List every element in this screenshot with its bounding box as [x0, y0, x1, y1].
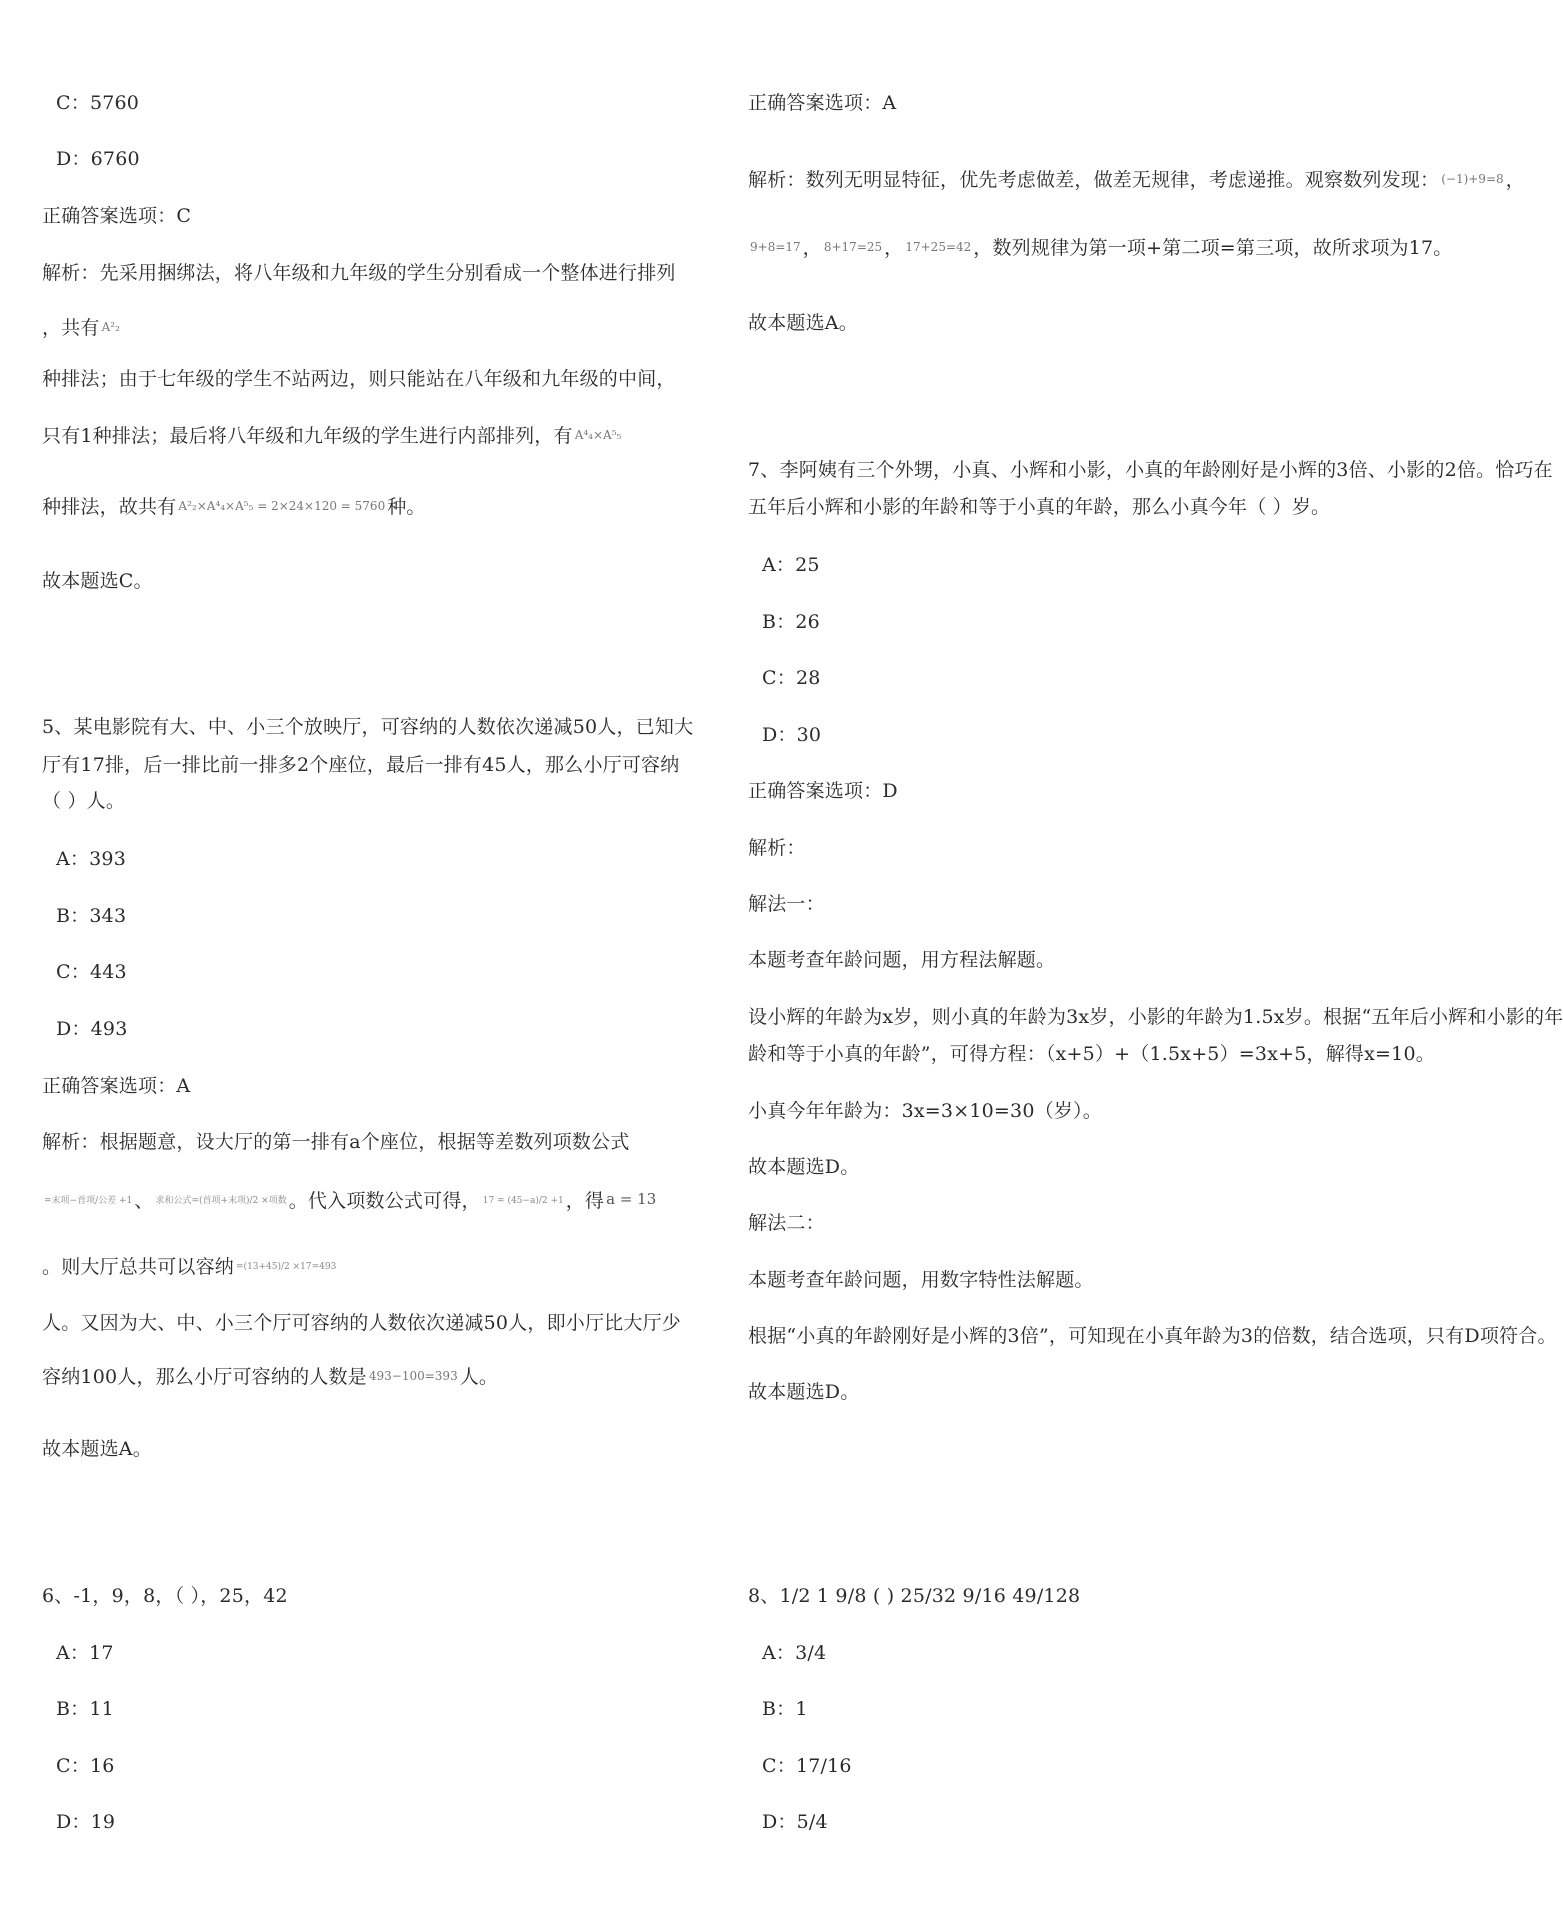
q5-formula-capacity: =(13+45)/2 ×17=493: [236, 1262, 337, 1272]
q4-analysis-line-1: 解析：先采用捆绑法，将八年级和九年级的学生分别看成一个整体进行排列: [42, 262, 676, 284]
q8-stem: 8、1/2 1 9/8 ( ) 25/32 9/16 49/128: [748, 1585, 1081, 1607]
q4-answer: 正确答案选项：C: [42, 205, 192, 227]
q5-analysis-line-1: 解析：根据题意，设大厅的第一排有a个座位，根据等差数列项数公式: [42, 1131, 630, 1153]
q7-method-1-conclusion: 故本题选D。: [748, 1156, 860, 1178]
q5-formula-sum: 求和公式=(首项+末项)/2 ×项数: [155, 1196, 287, 1206]
q5-formula-term-count: =末项−首项/公差 +1: [44, 1196, 133, 1206]
q8-option-a: A：3/4: [762, 1642, 827, 1664]
q7-method-2-line-1: 本题考查年龄问题，用数字特性法解题。: [748, 1269, 1094, 1291]
q5-stem-line-2: 厅有17排，后一排比前一排多2个座位，最后一排有45人，那么小厅可容纳: [42, 754, 680, 776]
q7-stem-line-1: 7、李阿姨有三个外甥，小真、小辉和小影，小真的年龄刚好是小辉的3倍、小影的2倍。恰巧在: [748, 459, 1553, 481]
q5-analysis-line-2: [42, 1186, 658, 1214]
q5-formula-a-value: a = 13: [606, 1190, 657, 1208]
q5-option-d: D：493: [56, 1018, 128, 1040]
q4-formula-a22: A²₂: [101, 320, 120, 334]
q6-option-d: D：19: [56, 1811, 116, 1833]
q6-analysis-text: ，: [802, 237, 822, 259]
q5-analysis-text: 、: [134, 1190, 154, 1212]
q4-analysis-line-4: [42, 422, 623, 449]
q4-conclusion: 故本题选C。: [42, 570, 153, 592]
q8-option-c: C：17/16: [762, 1755, 852, 1777]
q7-option-b: B：26: [762, 611, 820, 633]
q7-option-d: D：30: [762, 724, 822, 746]
q5-option-a: A：393: [56, 848, 126, 870]
q7-analysis-label: 解析：: [748, 837, 806, 859]
q5-formula-equation: 17 = (45−a)/2 +1: [482, 1196, 564, 1206]
q6-analysis-text: ，: [1505, 169, 1525, 191]
q7-method-1-line-2: 设小辉的年龄为x岁，则小真的年龄为3x岁，小影的年龄为1.5x岁。根据“五年后小辉和小影的年: [748, 1006, 1563, 1028]
q7-method-1-label: 解法一：: [748, 893, 825, 915]
q4-analysis-text: 种。: [387, 496, 426, 518]
q4-analysis-line-2: [42, 314, 122, 341]
q8-option-d: D：5/4: [762, 1811, 828, 1833]
q6-analysis-text: 解析：数列无明显特征，优先考虑做差，做差无规律，考虑递推。观察数列发现：: [748, 169, 1440, 191]
q4-analysis-text: 只有1种排法；最后将八年级和九年级的学生进行内部排列，有: [42, 425, 573, 447]
q4-formula-total: A²₂×A⁴₄×A⁵₅ = 2×24×120 = 5760: [178, 499, 386, 513]
q6-formula-step-3: 8+17=25: [823, 240, 883, 254]
q5-conclusion: 故本题选A。: [42, 1438, 152, 1460]
q7-method-2-conclusion: 故本题选D。: [748, 1381, 860, 1403]
q6-conclusion: 故本题选A。: [748, 312, 858, 334]
q5-option-b: B：343: [56, 905, 127, 927]
q4-analysis-line-3: 种排法；由于七年级的学生不站两边，则只能站在八年级和九年级的中间，: [42, 368, 676, 390]
q5-analysis-line-4: 人。又因为大、中、小三个厅可容纳的人数依次递减50人，即小厅比大厅少: [42, 1312, 681, 1334]
q5-analysis-text: 。则大厅总共可以容纳: [42, 1256, 235, 1278]
q6-answer: 正确答案选项：A: [748, 92, 897, 114]
q6-analysis-text: ，数列规律为第一项+第二项=第三项，故所求项为17。: [973, 237, 1453, 259]
q7-method-1-line-1: 本题考查年龄问题，用方程法解题。: [748, 949, 1056, 971]
q5-analysis-text: ，得: [565, 1190, 605, 1212]
q6-analysis-line-2: [748, 234, 1453, 261]
q8-option-b: B：1: [762, 1698, 808, 1720]
q6-analysis-text: ，: [884, 237, 904, 259]
q7-answer: 正确答案选项：D: [748, 780, 898, 802]
q7-method-2-line-2: 根据“小真的年龄刚好是小辉的3倍”，可知现在小真年龄为3的倍数，结合选项，只有D项符合。: [748, 1325, 1557, 1347]
q7-stem-line-2: 五年后小辉和小影的年龄和等于小真的年龄，那么小真今年（ ）岁。: [748, 496, 1331, 518]
q5-analysis-text: 。代入项数公式可得，: [288, 1190, 481, 1212]
q6-option-c: C：16: [56, 1755, 115, 1777]
q4-formula-a44-a55: A⁴₄×A⁵₅: [574, 428, 622, 442]
q6-option-a: A：17: [56, 1642, 114, 1664]
q6-analysis-line-1: [748, 166, 1525, 193]
q5-analysis-text: 容纳100人，那么小厅可容纳的人数是: [42, 1366, 367, 1388]
q7-option-a: A：25: [762, 554, 820, 576]
q5-formula-small-hall: 493−100=393: [368, 1369, 458, 1383]
q4-analysis-line-5: [42, 493, 426, 520]
q5-stem-line-1: 5、某电影院有大、中、小三个放映厅，可容纳的人数依次递减50人，已知大: [42, 716, 694, 738]
q5-analysis-line-3: [42, 1254, 338, 1280]
q4-analysis-text: 种排法，故共有: [42, 496, 177, 518]
q6-formula-step-2: 9+8=17: [750, 240, 801, 254]
q5-analysis-line-5: [42, 1363, 498, 1390]
q6-option-b: B：11: [56, 1698, 114, 1720]
q5-option-c: C：443: [56, 961, 127, 983]
q6-formula-step-4: 17+25=42: [905, 240, 972, 254]
q7-option-c: C：28: [762, 667, 821, 689]
q4-option-c: C：5760: [56, 92, 140, 114]
q4-option-d: D：6760: [56, 148, 140, 170]
q5-analysis-text: 人。: [459, 1366, 499, 1388]
q7-method-1-line-3: 龄和等于小真的年龄”，可得方程：（x+5）+（1.5x+5）=3x+5，解得x=10。: [748, 1043, 1435, 1065]
q7-method-1-line-4: 小真今年年龄为：3x=3×10=30（岁）。: [748, 1100, 1102, 1122]
q4-analysis-text: ，共有: [42, 317, 100, 339]
q5-stem-line-3: （ ）人。: [42, 790, 126, 812]
q6-stem: 6、-1，9，8，（ ），25，42: [42, 1585, 288, 1607]
q7-method-2-label: 解法二：: [748, 1212, 825, 1234]
q5-answer: 正确答案选项：A: [42, 1075, 191, 1097]
q6-formula-step-1: (−1)+9=8: [1441, 172, 1504, 186]
